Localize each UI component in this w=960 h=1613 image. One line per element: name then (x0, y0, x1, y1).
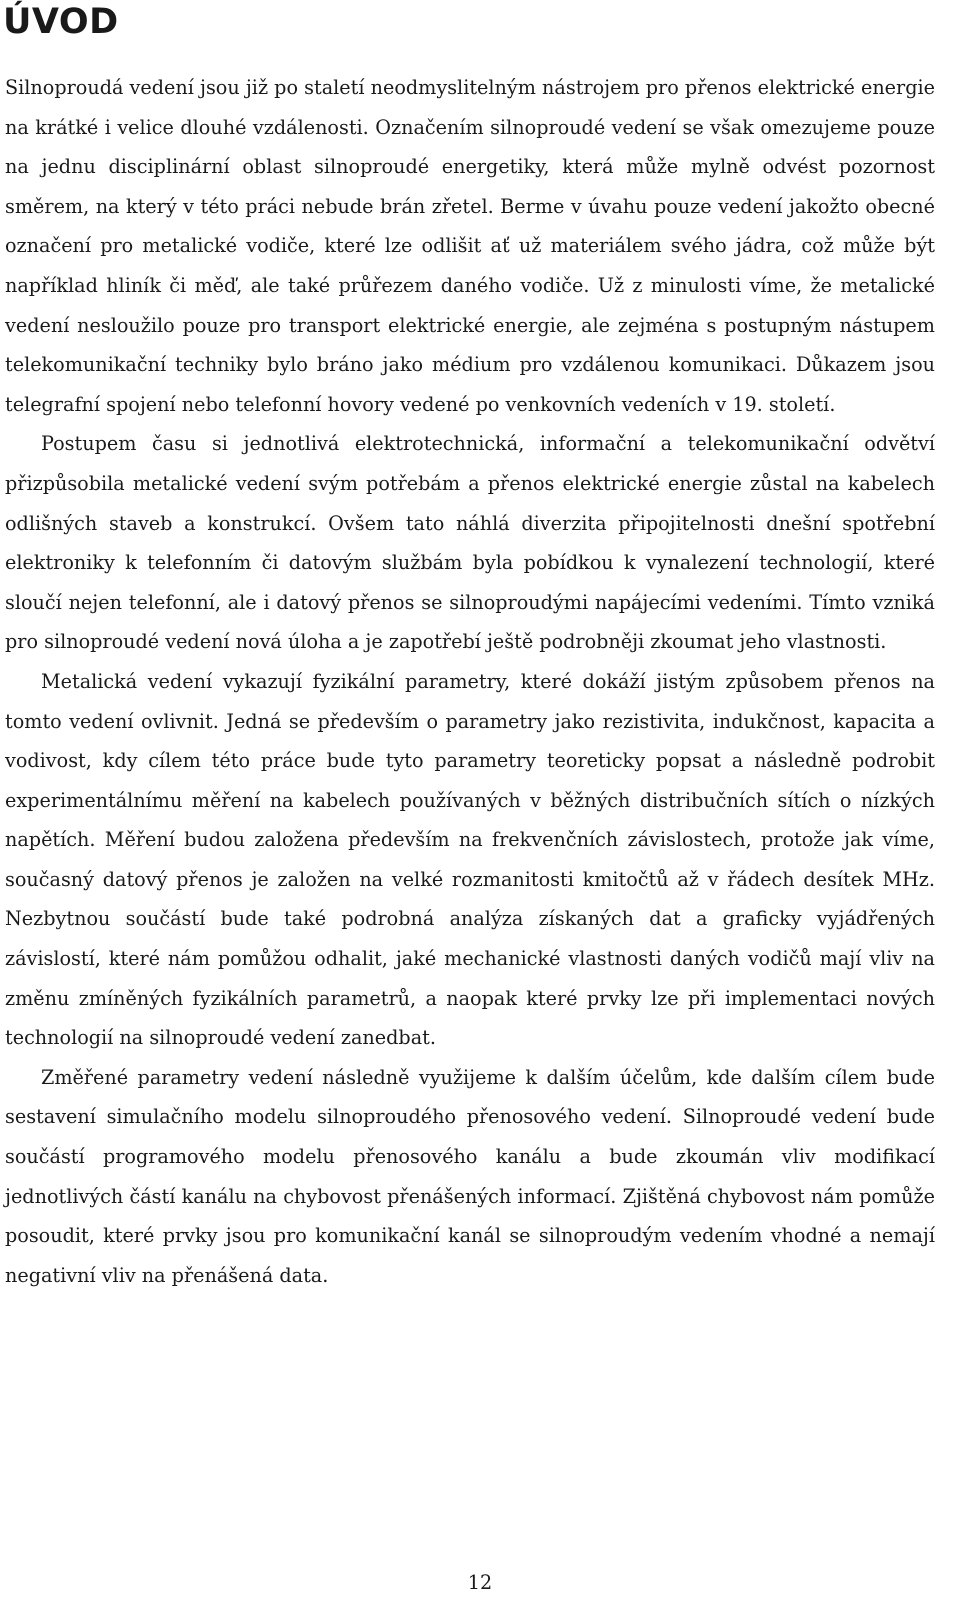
paragraph-2: Postupem času si jednotlivá elektrotechnická, informační a telekomunikační odvětví přizpůsobila metalické vedení svým potřebám a přenos elektrické energie zůstal na kabelech odlišných staveb a konstrukcí. Ovšem tato náhlá diverzita připojitelnosti dnešní spotřební elektroniky k telefonním či datovým službám byla pobídkou k vynalezení technologií, které sloučí nejen telefonní, ale i datový přenos se silnoproudými napájecími vedeními. Tímto vzniká pro silnoproudé vedení nová úloha a je zapotřebí ještě podrobněji zkoumat jeho vlastnosti. (5, 432, 935, 654)
paragraph-1: Silnoproudá vedení jsou již po staletí neodmyslitelným nástrojem pro přenos elektrické energie na krátké i velice dlouhé vzdálenosti. Označením silnoproudé vedení se však omezujeme pouze na jednu disciplinární oblast silnoproudé energetiky, která může mylně odvést pozornost směrem, na který v této práci nebude brán zřetel. Berme v úvahu pouze vedení jakožto obecné označení pro metalické vodiče, které lze odlišit ať už materiálem svého jádra, což může být například hliník či měď, ale také průřezem daného vodiče. Už z minulosti víme, že metalické vedení nesloužilo pouze pro transport elektrické energie, ale zejména s postupným nástupem telekomunikační techniky bylo bráno jako médium pro vzdálenou komunikaci. Důkazem jsou telegrafní spojení nebo telefonní hovory vedené po venkovních vedeních v 19. století. (5, 76, 935, 416)
section-heading: ÚVOD (3, 2, 119, 42)
paragraph-3: Metalická vedení vykazují fyzikální parametry, které dokáží jistým způsobem přenos na tomto vedení ovlivnit. Jedná se především o parametry jako rezistivita, indukčnost, kapacita a vodivost, kdy cílem této práce bude tyto parametry teoreticky popsat a následně podrobit experimentálnímu měření na kabelech používaných v běžných distribučních sítích o nízkých napětích. Měření budou založena především na frekvenčních závislostech, protože jak víme, současný datový přenos je založen na velké rozmanitosti kmitočtů až v řádech desítek MHz. Nezbytnou součástí bude také podrobná analýza získaných dat a graficky vyjádřených závislostí, které nám pomůžou odhalit, jaké mechanické vlastnosti daných vodičů mají vliv na změnu zmíněných fyzikálních parametrů, a naopak které prvky lze při implementaci nových technologií na silnoproudé vedení zanedbat. (5, 669, 935, 1050)
paragraph-4: Změřené parametry vedení následně využijeme k dalším účelům, kde dalším cílem bude sestavení simulačního modelu silnoproudého přenosového vedení. Silnoproudé vedení bude součástí programového modelu přenosového kanálu a bude zkoumán vliv modifikací jednotlivých částí kanálu na chybovost přenášených informací. Zjištěná chybovost nám pomůže posoudit, které prvky jsou pro komunikační kanál se silnoproudým vedením vhodné a nemají negativní vliv na přenášená data. (5, 1065, 935, 1287)
page-number: 12 (467, 1571, 493, 1594)
body-text (5, 68, 935, 1295)
